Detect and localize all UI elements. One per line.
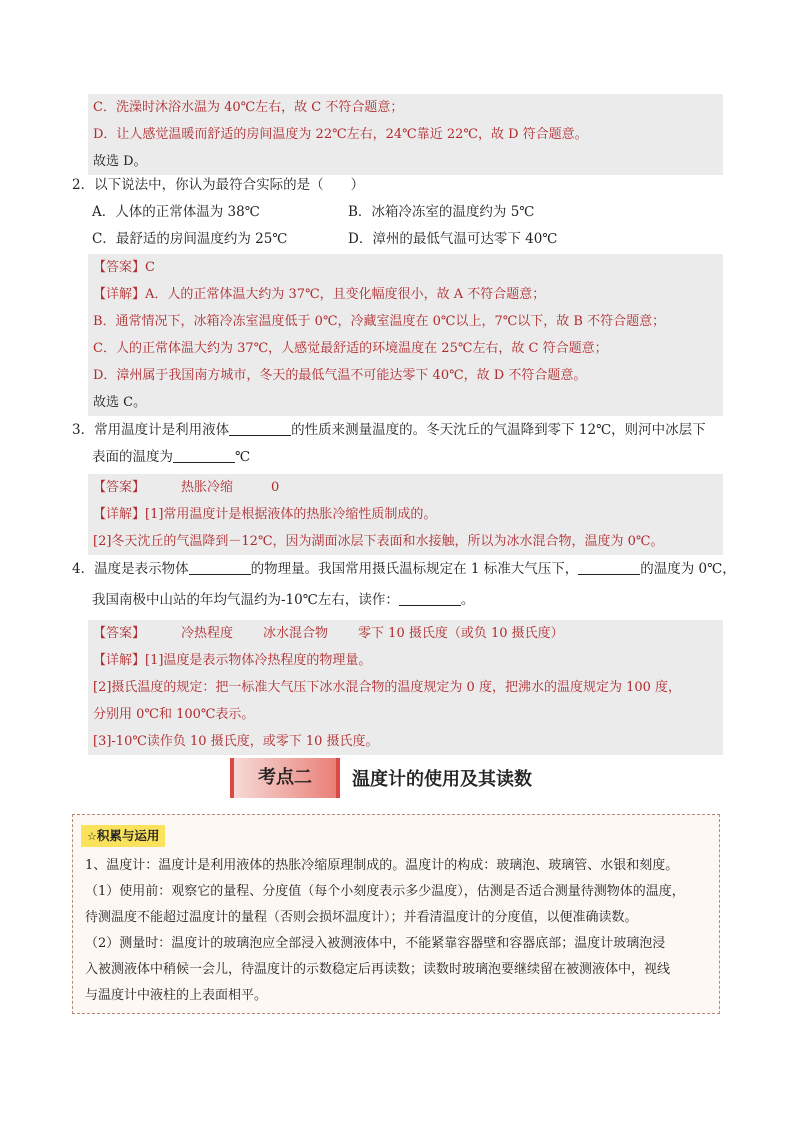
knowledge-line-2: （1）使用前：观察它的量程、分度值（每个小刻度表示多少温度），估测是否适合测量待测物体的温度，: [85, 884, 685, 899]
q2-option-d: D．漳州的最低气温可达零下 40℃: [348, 231, 558, 247]
q2-option-b: B．冰箱冷冻室的温度约为 5℃: [348, 204, 535, 220]
previous-answer-block: [88, 94, 723, 175]
knowledge-line-5: 入被测液体中稍候一会儿，待温度计的示数稳定后再读数；读数时玻璃泡要继续留在被测液体中，视线: [85, 962, 671, 977]
q2-stem: 2．以下说法中，你认为最符合实际的是（ ）: [72, 177, 365, 193]
q4-detail-4: [3]-10℃读作负 10 摄氏度，或零下 10 摄氏度。: [93, 734, 379, 749]
section-tag: 考点二: [230, 758, 340, 798]
q4-blank-1[interactable]: [189, 560, 251, 575]
q4-blank-2[interactable]: [578, 560, 640, 575]
q2-answer-block: [88, 254, 723, 416]
knowledge-box: [72, 814, 720, 1014]
q2-choice: 故选 C。: [93, 395, 147, 410]
q4-stem-line2: 我国南极中山站的年均气温约为-10℃左右，读作： 。: [92, 592, 475, 608]
star-icon: ☆: [87, 830, 97, 843]
q3-answer: 【答案】 热胀冷缩 0: [93, 480, 280, 495]
q4-answer-block: [88, 620, 723, 755]
q3-stem-line2: 表面的温度为 ℃: [92, 449, 251, 465]
q2-option-a: A．人体的正常体温为 38℃: [92, 204, 260, 220]
knowledge-line-4: （2）测量时：温度计的玻璃泡应全部浸入被测液体中，不能紧靠容器壁和容器底部；温度计玻璃泡浸: [85, 936, 666, 951]
q4-detail-1: 【详解】[1]温度是表示物体冷热程度的物理量。: [93, 653, 372, 668]
q3-answer-block: [88, 474, 723, 555]
q3-stem-line1: 3．常用温度计是利用液体 的性质来测量温度的。冬天沈丘的气温降到零下 12℃，则河中冰层下: [72, 422, 706, 438]
q4-blank-3[interactable]: [399, 591, 461, 606]
section-title: 温度计的使用及其读数: [352, 769, 532, 790]
q3-detail-1: 【详解】[1]常用温度计是根据液体的热胀冷缩性质制成的。: [93, 507, 437, 522]
q2-detail-b: B．通常情况下，冰箱冷冻室温度低于 0℃，冷藏室温度在 0℃以上，7℃以下，故 B 不符合题意；: [93, 314, 666, 329]
knowledge-line-1: 1、温度计：温度计是利用液体的热胀冷缩原理制成的。温度计的构成：玻璃泡、玻璃管、水银和刻度。: [85, 858, 679, 873]
q3-blank-2[interactable]: [173, 448, 235, 463]
q2-detail-c: C．人的正常体温大约为 37℃，人感觉最舒适的环境温度在 25℃左右，故 C 符合题意；: [93, 341, 608, 356]
q3-blank-1[interactable]: [229, 421, 291, 436]
knowledge-line-6: 与温度计中液柱的上表面相平。: [85, 988, 268, 1003]
q2-option-c: C．最舒适的房间温度约为 25℃: [92, 231, 288, 247]
prev-detail-d: D．让人感觉温暖而舒适的房间温度为 22℃左右，24℃靠近 22℃，故 D 符合题意。: [93, 127, 588, 142]
q4-stem-line1: 4．温度是表示物体 的物理量。我国常用摄氏温标规定在 1 标准大气压下， 的温度为 0℃，: [72, 561, 736, 577]
q2-detail-d: D．漳州属于我国南方城市，冬天的最低气温不可能达零下 40℃，故 D 不符合题意。: [93, 368, 587, 383]
q4-answer: 【答案】 冷热程度 冰水混合物 零下 10 摄氏度（或负 10 摄氏度）: [93, 626, 564, 641]
knowledge-label: ☆积累与运用: [81, 825, 165, 847]
section-banner: [230, 758, 532, 798]
knowledge-line-3: 待测温度不能超过温度计的量程（否则会损坏温度计）；并看清温度计的分度值，以便准确读数。: [85, 910, 638, 925]
q4-detail-3: 分别用 0℃和 100℃表示。: [93, 707, 255, 722]
prev-choice: 故选 D。: [93, 154, 147, 169]
q4-detail-2: [2]摄氏温度的规定：把一标准大气压下冰水混合物的温度规定为 0 度，把沸水的温度规定为 100 度，: [93, 680, 682, 695]
prev-detail-c: C．洗澡时沐浴水温为 40℃左右，故 C 不符合题意；: [93, 100, 404, 115]
q2-answer: 【答案】C: [93, 260, 155, 275]
q3-detail-2: [2]冬天沈丘的气温降到－12℃，因为湖面冰层下表面和水接触，所以为冰水混合物，温度为 0℃。: [93, 534, 664, 549]
q2-detail-a: 【详解】A．人的正常体温大约为 37℃，且变化幅度很小，故 A 不符合题意；: [93, 287, 546, 302]
